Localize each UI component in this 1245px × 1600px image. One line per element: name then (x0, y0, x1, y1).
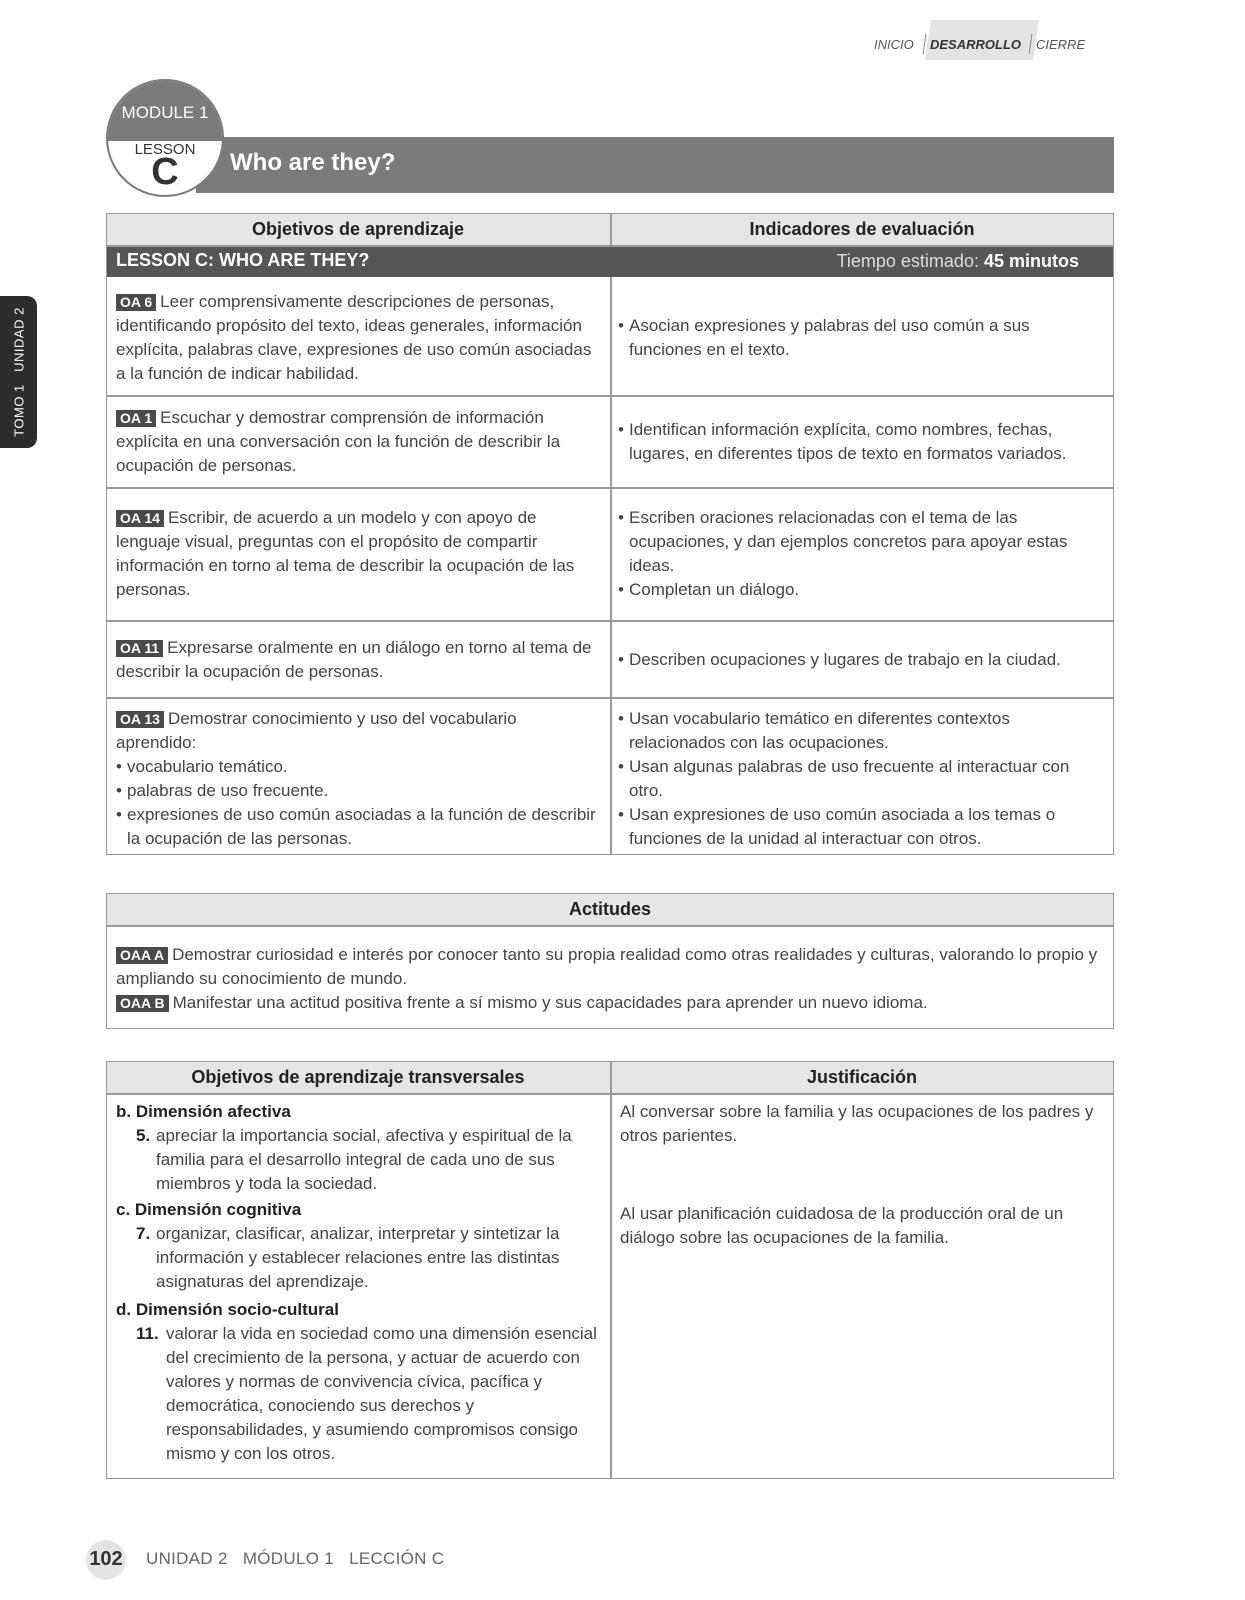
tag-oaa-b: OAA B (116, 995, 169, 1012)
module-badge (106, 79, 224, 197)
item-text: organizar, clasificar, analizar, interpretar y sintetizar la información y establecer relaciones entre las distintas asignaturas del aprendizaje. (156, 1224, 560, 1291)
indicator-item: • Escriben oraciones relacionadas con el tema de las ocupaciones, y dan ejemplos concretos para apoyar estas ideas. (618, 506, 1098, 578)
col-header-objetivos: Objetivos de aprendizaje (251, 219, 465, 239)
objective-text: Escribir, de acuerdo a un modelo y con apoyo de lenguaje visual, preguntas con el propósito de compartir información en torno al tema de describir la ocupación de las personas. (116, 508, 575, 599)
tag-oa11: OA 11 (116, 640, 163, 657)
transversal-objectives (116, 1100, 602, 1466)
objective-oa1 (116, 406, 596, 478)
section-nav (874, 20, 1120, 60)
item-text: valorar la vida en sociedad como una dimensión esencial del crecimiento de la persona, y actuar de acuerdo con valores y normas de convivencia cívica, pacífica y democrática, conociendo sus derechos y responsabilidades, y asumiendo compromisos consigo mismo y con los otros. (166, 1324, 597, 1463)
item-number: 5. (136, 1126, 151, 1145)
attitudes-header: Actitudes (568, 899, 651, 919)
dimension-item (116, 1322, 602, 1466)
col-header-transversales: Objetivos de aprendizaje transversales (191, 1067, 525, 1087)
col-divider (610, 213, 612, 245)
nav-inicio: INICIO (874, 37, 914, 52)
objective-oa13 (116, 707, 596, 851)
objective-bullet: • expresiones de uso común asociadas a la función de describir la ocupación de las personas. (116, 803, 596, 851)
objective-text: Leer comprensivamente descripciones de personas, identificando propósito del texto, ideas generales, información explícita, palabras clave, expresiones de uso común asociadas a la función de indicar habilidad. (116, 292, 592, 383)
time-label: Tiempo estimado: (836, 251, 984, 271)
lesson-title: Who are they? (230, 149, 396, 176)
attitude-item (116, 943, 1106, 991)
dimension-title: b. Dimensión afectiva (116, 1102, 291, 1121)
attitude-item (116, 991, 1106, 1015)
nav-cierre: CIERRE (1036, 37, 1086, 52)
objective-text: Expresarse oralmente en un diálogo en torno al tema de describir la ocupación de personas. (116, 638, 592, 681)
objective-oa6 (116, 290, 596, 386)
dimension-item (116, 1222, 602, 1294)
row-divider (106, 620, 1114, 622)
objective-bullet: • palabras de uso frecuente. (116, 779, 596, 803)
col-header-indicadores: Indicadores de evaluación (749, 219, 975, 239)
objective-text: Demostrar conocimiento y uso del vocabulario aprendido: (116, 709, 517, 752)
tag-oaa-a: OAA A (116, 947, 168, 964)
tag-oa14: OA 14 (116, 510, 164, 527)
dimension-item (116, 1124, 602, 1196)
tag-oa6: OA 6 (116, 294, 156, 311)
tag-oa13: OA 13 (116, 711, 164, 728)
tag-oa1: OA 1 (116, 410, 156, 427)
lesson-row-label: LESSON C: WHO ARE THEY? (116, 250, 370, 270)
row-divider (106, 245, 1114, 247)
indicator-item: • Identifican información explícita, como nombres, fechas, lugares, en diferentes tipos de texto en formatos variados. (618, 418, 1104, 466)
indicators-oa1 (618, 418, 1104, 466)
indicator-item: • Usan vocabulario temático en diferentes contextos relacionados con las ocupaciones. (618, 707, 1098, 755)
indicator-item: • Completan un diálogo. (618, 578, 1098, 602)
dimension-title: d. Dimensión socio-cultural (116, 1300, 339, 1319)
item-number: 11. (136, 1324, 159, 1343)
page-number-badge (86, 1540, 126, 1580)
objective-oa14 (116, 506, 596, 602)
nav-desarrollo: DESARROLLO (930, 37, 1021, 52)
justification-2: Al usar planificación cuidadosa de la producción oral de un diálogo sobre las ocupaciones de la familia. (620, 1204, 1064, 1247)
col-divider (610, 1061, 612, 1479)
badge-lesson: LESSON (134, 141, 196, 158)
badge-letter: C (151, 151, 179, 193)
attitudes-content (116, 943, 1106, 1015)
row-divider (106, 487, 1114, 489)
item-text: apreciar la importancia social, afectiva y espiritual de la familia para el desarrollo integral de cada uno de sus miembros y toda la sociedad. (156, 1126, 572, 1193)
indicator-item: • Asocian expresiones y palabras del uso común a sus funciones en el texto. (618, 314, 1098, 362)
indicator-item: • Usan algunas palabras de uso frecuente al interactuar con otro. (618, 755, 1098, 803)
side-tab-label: TOMO 1 UNIDAD 2 (11, 307, 26, 437)
col-divider (610, 277, 612, 855)
indicators-oa13 (618, 707, 1098, 851)
row-divider (106, 925, 1114, 927)
row-divider (106, 697, 1114, 699)
attitude-text: Demostrar curiosidad e interés por conocer tanto su propia realidad como otras realidades y culturas, valorando lo propio y ampliando su conocimiento de mundo. (116, 945, 1098, 988)
side-tab (0, 296, 37, 448)
indicators-oa11 (618, 648, 1104, 672)
justification-1: Al conversar sobre la familia y las ocupaciones de los padres y otros parientes. (620, 1102, 1094, 1145)
footer-breadcrumb: UNIDAD 2 MÓDULO 1 LECCIÓN C (146, 1549, 445, 1568)
badge-module: MODULE 1 (121, 103, 209, 122)
indicator-item: • Describen ocupaciones y lugares de trabajo en la ciudad. (618, 648, 1104, 672)
objective-oa11 (116, 636, 596, 684)
attitude-text: Manifestar una actitud positiva frente a sí mismo y sus capacidades para aprender un nuevo idioma. (172, 993, 928, 1012)
time-value: 45 minutos (983, 251, 1079, 271)
page-number: 102 (89, 1548, 123, 1570)
indicators-oa6 (618, 314, 1098, 362)
objective-text: Escuchar y demostrar comprensión de información explícita en una conversación con la función de describir la ocupación de personas. (116, 408, 561, 475)
col-header-justificacion: Justificación (806, 1067, 918, 1087)
objective-bullet: • vocabulario temático. (116, 755, 596, 779)
row-divider (106, 395, 1114, 397)
dimension-title: c. Dimensión cognitiva (116, 1200, 302, 1219)
indicators-oa14 (618, 506, 1098, 602)
indicator-item: • Usan expresiones de uso común asociada a los temas o funciones de la unidad al interactuar con otros. (618, 803, 1098, 851)
item-number: 7. (136, 1224, 151, 1243)
